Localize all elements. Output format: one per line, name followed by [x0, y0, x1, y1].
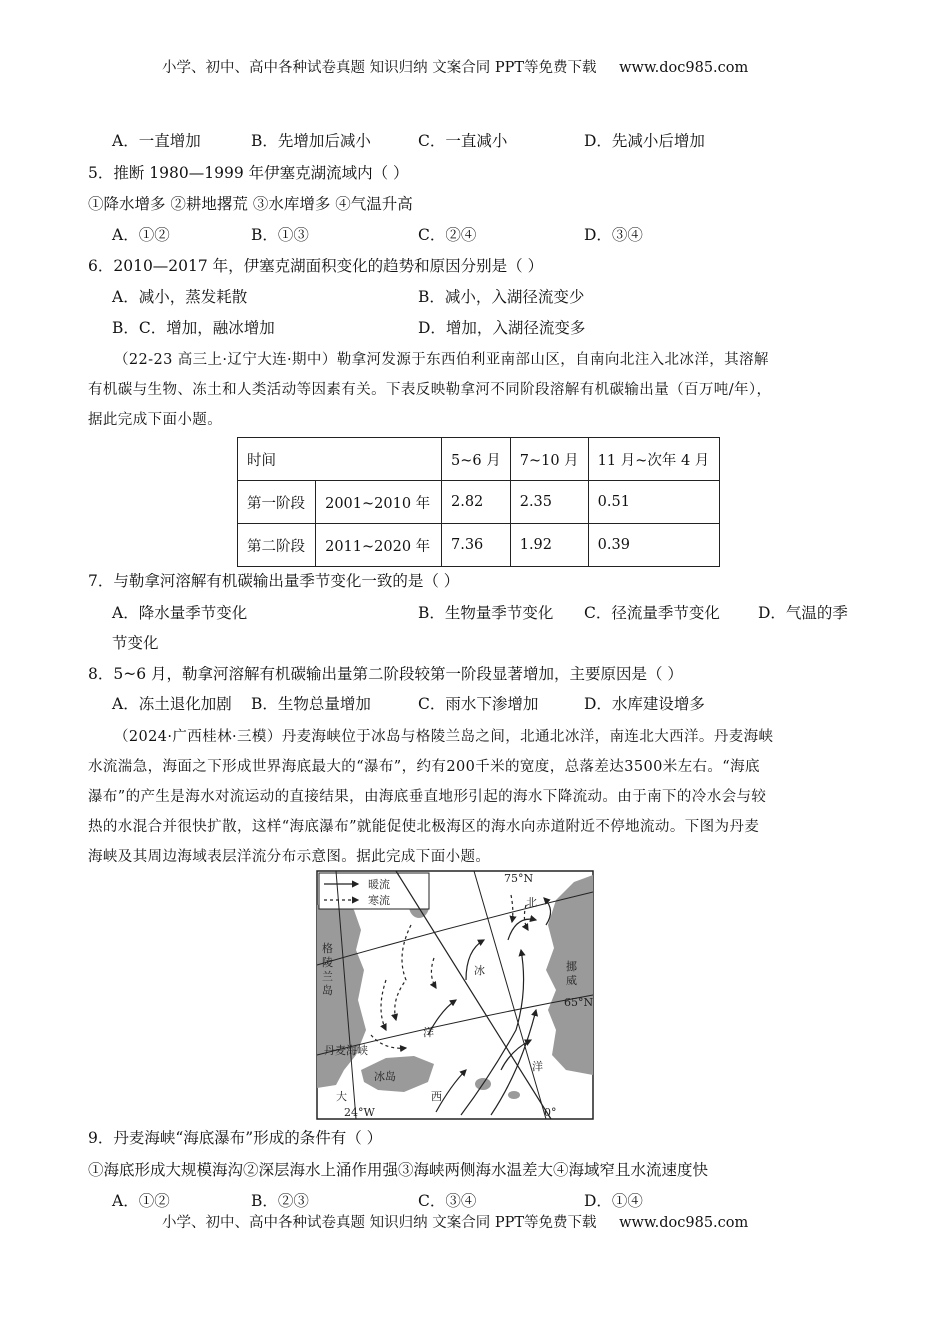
q9-option-d[interactable]: D．①④ — [584, 1192, 643, 1210]
table-cell: 第一阶段 — [238, 481, 316, 524]
passage1-line: （22-23 高三上·辽宁大连·期中）勒拿河发源于东西伯利亚南部山区，自南向北注入北冰洋，其溶解 — [114, 352, 769, 368]
q5-option-d[interactable]: D．③④ — [584, 226, 643, 244]
passage1-line: 有机碳与生物、冻土和人类活动等因素有关。下表反映勒拿河不同阶段溶解有机碳输出量（百万吨/年）， — [88, 382, 772, 398]
table-cell: 1.92 — [510, 524, 588, 567]
passage-denmark-strait — [88, 722, 868, 872]
label-bing: 冰 — [474, 964, 485, 977]
table-cell: 2011~2020 年 — [316, 524, 442, 567]
legend-cold-label: 寒流 — [368, 894, 390, 907]
label-iceland: 冰岛 — [374, 1070, 396, 1083]
footer-text: 小学、初中、高中各种试卷真题 知识归纳 文案合同 PPT等免费下载 — [162, 1215, 597, 1231]
table-header-cell: 7~10 月 — [510, 438, 588, 481]
q7-stem: 7．与勒拿河溶解有机碳输出量季节变化一致的是（ ） — [88, 572, 460, 590]
q5-option-a[interactable]: A．①② — [112, 226, 170, 244]
passage2-line: 瀑布”的产生是海水对流运动的直接结果，由海底垂直地形引起的海水下降流动。由于南下的冷水会与较 — [88, 789, 767, 805]
q9-option-a[interactable]: A．①② — [112, 1192, 170, 1210]
q7-option-d-wrap: 节变化 — [112, 634, 159, 652]
table-header-cell: 时间 — [238, 438, 442, 481]
label-yang-1: 洋 — [423, 1026, 434, 1039]
q8-option-c[interactable]: C．雨水下渗增加 — [418, 695, 539, 713]
label-lat-75n: 75°N — [504, 872, 534, 885]
label-norway-char: 挪 — [566, 960, 577, 973]
label-lon-24w: 24°W — [344, 1106, 375, 1119]
header-site: www.doc985.com — [619, 60, 749, 76]
q6-option-d[interactable]: D．增加，入湖径流变多 — [418, 319, 586, 337]
header-text: 小学、初中、高中各种试卷真题 知识归纳 文案合同 PPT等免费下载 — [162, 60, 597, 76]
table-cell: 2.35 — [510, 481, 588, 524]
table-cell: 2.82 — [442, 481, 511, 524]
table-header-cell: 5~6 月 — [442, 438, 511, 481]
q6-stem: 6．2010—2017 年，伊塞克湖面积变化的趋势和原因分别是（ ） — [88, 257, 544, 275]
table-cell: 第二阶段 — [238, 524, 316, 567]
table-cell: 0.51 — [588, 481, 719, 524]
table-cell: 0.39 — [588, 524, 719, 567]
label-norway-char: 威 — [566, 974, 577, 987]
passage2-line: （2024·广西桂林·三模）丹麦海峡位于冰岛与格陵兰岛之间，北通北冰洋，南连北大西洋。丹麦海峡 — [114, 729, 774, 745]
q8-option-a[interactable]: A．冻土退化加剧 — [112, 695, 232, 713]
passage-lena-river — [88, 345, 868, 435]
legend-warm-label: 暖流 — [368, 878, 390, 891]
q9-option-c[interactable]: C．③④ — [418, 1192, 477, 1210]
q7-option-b[interactable]: B．生物量季节变化 — [418, 604, 554, 622]
label-bei: 北 — [526, 896, 537, 909]
q8-option-d[interactable]: D．水库建设增多 — [584, 695, 705, 713]
label-lon-0: 0° — [544, 1106, 557, 1119]
q5-stem: 5．推断 1980—1999 年伊塞克湖流域内（ ） — [88, 164, 409, 182]
q7-option-c[interactable]: C．径流量季节变化 — [584, 604, 720, 622]
q5-option-c[interactable]: C．②④ — [418, 226, 477, 244]
q6-option-b[interactable]: B．减小，入湖径流变少 — [418, 288, 585, 306]
label-greenland-char: 陵 — [322, 956, 333, 969]
label-xi: 西 — [431, 1090, 442, 1103]
q7-option-a[interactable]: A．降水量季节变化 — [112, 604, 248, 622]
label-yang-2: 洋 — [532, 1060, 543, 1073]
q5-items: ①降水增多 ②耕地撂荒 ③水库增多 ④气温升高 — [88, 195, 413, 213]
label-da: 大 — [336, 1090, 347, 1103]
passage2-line: 海峡及其周边海域表层洋流分布示意图。据此完成下面小题。 — [88, 849, 491, 865]
passage1-line: 据此完成下面小题。 — [88, 412, 223, 428]
passage2-line: 热的水混合并很快扩散，这样“海底瀑布”就能促使北极海区的海水向赤道附近不停地流动。下图为丹麦 — [88, 819, 760, 835]
footer-site: www.doc985.com — [619, 1215, 749, 1231]
page-header — [162, 58, 748, 78]
table-row — [238, 524, 720, 567]
label-lat-65n: 65°N — [564, 996, 594, 1009]
table-cell: 2001~2010 年 — [316, 481, 442, 524]
q4-option-d[interactable]: D．先减小后增加 — [584, 132, 705, 150]
q6-option-c[interactable]: B．C．增加，融冰增加 — [112, 319, 275, 337]
q4-option-c[interactable]: C．一直减小 — [418, 132, 508, 150]
q8-stem: 8．5~6 月，勒拿河溶解有机碳输出量第二阶段较第一阶段显著增加，主要原因是（ ） — [88, 665, 683, 683]
page-footer — [162, 1213, 748, 1233]
carbon-output-table — [237, 437, 720, 567]
q8-option-b[interactable]: B．生物总量增加 — [251, 695, 371, 713]
q9-items: ①海底形成大规模海沟②深层海水上涌作用强③海峡两侧海水温差大④海域窄且水流速度快 — [88, 1161, 709, 1179]
table-header-row — [238, 438, 720, 481]
passage2-line: 水流湍急，海面之下形成世界海底最大的“瀑布”，约有200千米的宽度，总落差达3500米左右。“海底 — [88, 759, 760, 775]
q4-option-b[interactable]: B．先增加后减小 — [251, 132, 371, 150]
label-greenland-char: 岛 — [322, 984, 333, 997]
label-greenland-char: 兰 — [322, 970, 333, 983]
label-greenland-char: 格 — [322, 942, 333, 955]
ocean-current-map — [316, 870, 594, 1120]
q5-option-b[interactable]: B．①③ — [251, 226, 309, 244]
table-cell: 7.36 — [442, 524, 511, 567]
table-row — [238, 481, 720, 524]
q6-option-a[interactable]: A．减小，蒸发耗散 — [112, 288, 248, 306]
label-denmark-strait: 丹麦海峡 — [324, 1044, 368, 1057]
q9-option-b[interactable]: B．②③ — [251, 1192, 309, 1210]
q4-option-a[interactable]: A．一直增加 — [112, 132, 201, 150]
q9-stem: 9．丹麦海峡“海底瀑布”形成的条件有（ ） — [88, 1129, 383, 1147]
island-patch — [508, 1091, 520, 1099]
q7-option-d[interactable]: D．气温的季 — [758, 604, 848, 622]
table-header-cell: 11 月~次年 4 月 — [588, 438, 719, 481]
